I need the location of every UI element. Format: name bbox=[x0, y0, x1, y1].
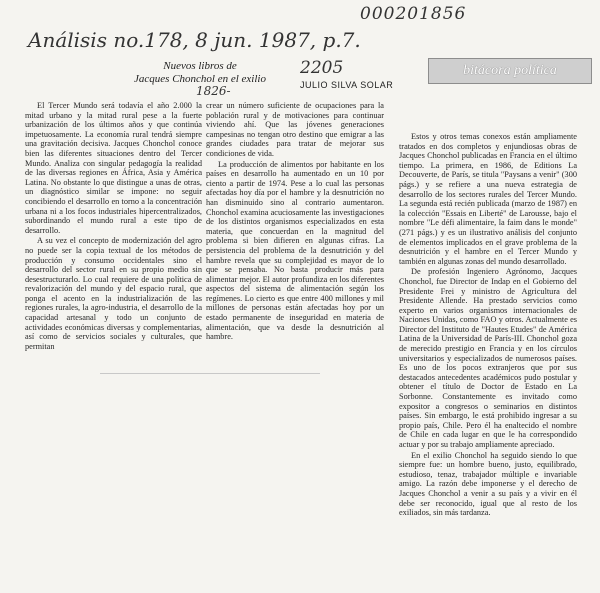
article-column-2 bbox=[206, 101, 384, 360]
paragraph: De profesión Ingeniero Agrónomo, Jacques Chonchol, fue Director de Indap en el Gobierno del Presidente Frei y ministro de Agricultura del Presidente Allende. Ha prestado servicios como experto en varios organismos internacionales de Naciones Unidas, como FAO y otros. Actualmente es Director del Instituto de "Hautes Etudes" de América Latina de la Universidad de París-III. Chonchol goza de merecido prestigio en Francia y en los círculos universitarios y especializados de numerosos países. Es uno de los pocos extranjeros que por sus destacados antecedentes académicos pudo postular y obtener el título de Doctor de Estado en La Sorbonne. Constantemente es invitado como expositor a congresos o seminarios en distintos países. Sin embargo, le está prohibido ingresar a su propio país, Chile. Pero él ha enaltecido el nombre de Chile en cada lugar en que le ha correspondido actuar y por su trabajo ampliamente apreciado. bbox=[399, 267, 577, 449]
paragraph: crear un número suficiente de ocupaciones para la población rural y de motivaciones para continuar viviendo ahí. Que las jóvenes generaciones campesinas no tengan otro destino que emigrar a las grandes ciudades para tratar de mejorar sus condiciones de vida. bbox=[206, 101, 384, 158]
paragraph: La producción de alimentos por habitante en los países en desarrollo ha aumentado en un 10 por ciento a partir de 1974. Pese a lo cual las personas afectadas hoy día por el hambre y la desnutrición no han disminuido sino al contrario aumentaron. Chonchol examina acuciosamente las investigaciones de los distintos organismos especializados en esta materia, que concuerdan en la magnitud del problema si bien difieren en algunas cifras. La persistencia del problema de la desnutrición y del hambre revela que su complejidad es mayor de lo que se pensaba. No basta producir más para alimentar mejor. El autor profundiza en los diferentes aspectos del sistema de alimentación según los regímenes. Lo cierto es que entre 400 millones y mil millones de personas están afectadas hoy por un estado permanente de inseguridad en materia de alimentación, que va desde la desnutrición al hambre. bbox=[206, 159, 384, 342]
article-title-line-2: Jacques Chonchol en el exilio bbox=[134, 73, 266, 85]
article-column-1 bbox=[25, 101, 202, 360]
archive-id-stamp: 000201856 bbox=[360, 4, 467, 24]
paragraph: A su vez el concepto de modernización del agro no puede ser la copia textual de los métodos de producción y consumo occidentales sino el desarrollo del sector rural en su propio medio sin desestructurarlo. Lo cual requiere de una política de revalorización del mundo y del espacio rural, que ponga el acento en la industrialización de las regiones rurales, la agro-industria, el desarrollo de la capacidad artesanal y todo un conjunto de actividades económicas diversas y complementarias, así como de servicios sociales y culturales, que permitan bbox=[25, 236, 202, 351]
paragraph: En el exilio Chonchol ha seguido siendo lo que siempre fue: un hombre bueno, justo, equilibrado, estudioso, tenaz, trabajador múltiple e invariable amigo. La razón debe imponerse y el derecho de Jacques Chonchol a venir a su país y a vivir en él debe ser reconocido, igual que al resto de los exiliados, sin más tardanza. bbox=[399, 450, 577, 518]
handwritten-number: 2205 bbox=[300, 58, 344, 78]
article-column-3 bbox=[399, 132, 577, 587]
article-title bbox=[100, 60, 300, 86]
section-badge: bitácora política bbox=[428, 58, 592, 84]
handwritten-source-note: Análisis no.178, 8 jun. 1987, p.7. bbox=[28, 28, 361, 52]
paragraph: El Tercer Mundo será todavía el año 2.000 la mitad urbano y la mitad rural pese a la fuerte urbanización de los últimos años y que continúa impetuosamente. La economía rural tendrá siempre una gravitación decisiva. Jacques Chonchol conoce bien las diferentes situaciones dentro del Tercer Mundo. Analiza con singular pedagogía la realidad de las diversas regiones en África, Asia y América Latina. No obstante lo que distingue a unas de otras, un diagnóstico similar se impone: no seguir concibiendo el desarrollo en torno a la concentración urbana ni a los focos industriales hipercentralizados, subordinando el mundo rural a este tipo de desarrollo. bbox=[25, 101, 202, 235]
paragraph: Estos y otros temas conexos están ampliamente tratados en dos completos y enjundiosas obras de Jacques Chonchol publicadas en Francia en el último tiempo. La primera, en 1986, de Editions La Decouverte, de París, se titula "Paysans a venir" (300 págs.) y se refiere a una nueva estrategia de desarrollo de los sectores rurales del Tercer Mundo. La segunda está recién publicada (marzo de 1987) en la colección "Essais en Liberté" de Larousse, bajo el nombre "Le défi alimentaire, la faim dans le monde" (271 págs.) y es un ilustrativo análisis del conjunto de elementos implicados en el grave problema de la desnutrición y el hambre en el Tercer Mundo y también en algunas zonas del mundo desarrollado. bbox=[399, 132, 577, 266]
handwritten-small-number: 1826- bbox=[196, 84, 231, 98]
article-author: JULIO SILVA SOLAR bbox=[300, 80, 394, 90]
article-title-line-1: Nuevos libros de bbox=[163, 60, 237, 72]
divider bbox=[100, 373, 320, 374]
